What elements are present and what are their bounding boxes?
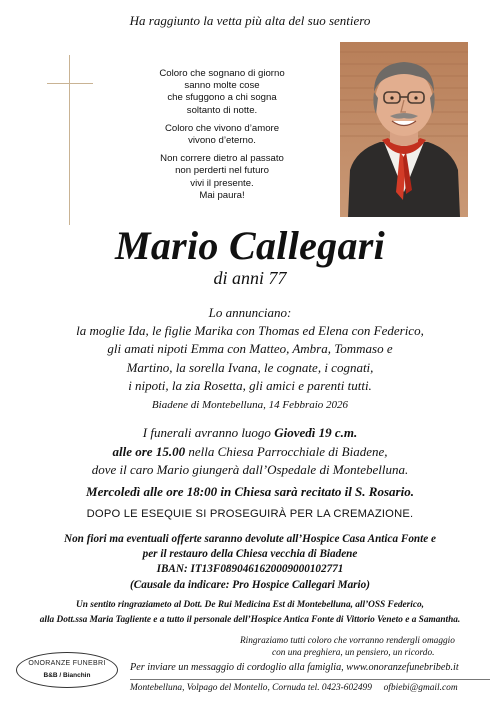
funeral-home-logo [16, 652, 118, 688]
poem-line: Mai paura! [199, 189, 245, 201]
funeral-time: alle ore 15.00 [112, 443, 186, 459]
deceased-age: di anni 77 [213, 268, 287, 288]
condolence-link[interactable]: Per inviare un messaggio di cordoglio alla famiglia, www.onoranzefunebribeb.it [130, 662, 459, 673]
poem-stanza-3 [123, 153, 321, 202]
thanks-line: Un sentito ringraziameto al Dott. De Rui Medicina Est di Montebelluna, all’OSS Federico, [76, 600, 424, 610]
funeral-church: nella Chiesa Parrocchiale di Biadene, [185, 443, 388, 459]
funeral-intro: I funerali avranno luogo [142, 425, 275, 440]
rosary-notice: Mercoledì alle ore 18:00 in Chiesa sarà recitato il S. Rosario. [86, 484, 414, 499]
footer-thanks [240, 635, 490, 659]
announcement-line: Lo annunciano: [208, 305, 292, 320]
logo-title: ONORANZE FUNEBRI [28, 660, 106, 667]
announcement-line: i nipoti, la zia Rosetta, gli amici e parenti tutti. [128, 377, 372, 393]
footer-thanks-line: Ringraziamo tutti coloro che vorranno rendergli omaggio [240, 636, 455, 646]
funeral-line-1 [0, 424, 500, 443]
donation-line: Non fiori ma eventuali offerte saranno devolute all’Hospice Casa Antica Fonte e [64, 533, 436, 545]
thanks-line: alla Dott.ssa Maria Tagliente e a tutto il personale dell’Hospice Antica Fonte di Vittorio Veneto e a Samantha. [39, 614, 461, 625]
poem-line: sanno molte cose [184, 80, 260, 92]
poem-stanza-2 [123, 123, 321, 147]
announcement-line: Martino, la sorella Ivana, le cognate, i cognati, [126, 359, 374, 375]
poem-line: non perderti nel futuro [175, 165, 269, 177]
deceased-name: Mario Callegari [114, 223, 386, 268]
poem-line: Coloro che vivono d’amore [164, 122, 280, 134]
footer-contacts: Montebelluna, Volpago del Montello, Cornuda tel. 0423-602499 ofbiebi@gmail.com [130, 683, 458, 693]
donation-line: per il restauro della Chiesa vecchia di Biadene [142, 548, 358, 561]
announcement-line: la moglie Ida, le figlie Marika con Thomas ed Elena con Federico, [76, 323, 424, 339]
cross-icon [47, 55, 93, 225]
logo-subtitle: B&B / Bianchin [43, 672, 91, 679]
poem [123, 68, 321, 208]
poem-line: Coloro che sognano di giorno [159, 68, 285, 79]
footer-thanks-line: con una preghiera, un pensiero, un ricordo. [272, 648, 435, 658]
cremation-notice: DOPO LE ESEQUIE SI PROSEGUIRÀ PER LA CREMAZIONE. [86, 508, 414, 520]
funeral-day: Giovedì 19 c.m. [274, 425, 358, 440]
portrait-photo [340, 42, 468, 217]
donation-reason: (Causale da indicare: Pro Hospice Callegari Mario) [130, 578, 370, 591]
top-motto: Ha raggiunto la vetta più alta del suo sentiero [129, 13, 371, 28]
iban: IBAN: IT13F0890461620009000102771 [156, 563, 344, 576]
funeral-line-3: dove il caro Mario giungerà dall’Ospedale di Montebelluna. [91, 462, 409, 477]
poem-line: che sfuggono a chi sogna [167, 92, 277, 104]
donations-notice [0, 532, 500, 593]
poem-line: vivi il presente. [190, 177, 254, 189]
place-date: Biadene di Montebelluna, 14 Febbraio 2026 [151, 399, 349, 411]
footer-divider [130, 679, 490, 680]
funeral-line-2 [0, 443, 500, 462]
mourners-list [0, 304, 500, 395]
poem-line: soltanto di notte. [186, 104, 258, 116]
funeral-details [0, 424, 500, 480]
poem-line: Non correre dietro al passato [160, 153, 284, 165]
poem-stanza-1 [123, 68, 321, 117]
thanks-notice [0, 598, 500, 627]
poem-line: vivono d’eterno. [188, 135, 256, 147]
announcement-line: gli amati nipoti Emma con Matteo, Ambra, Tommaso e [107, 341, 393, 357]
